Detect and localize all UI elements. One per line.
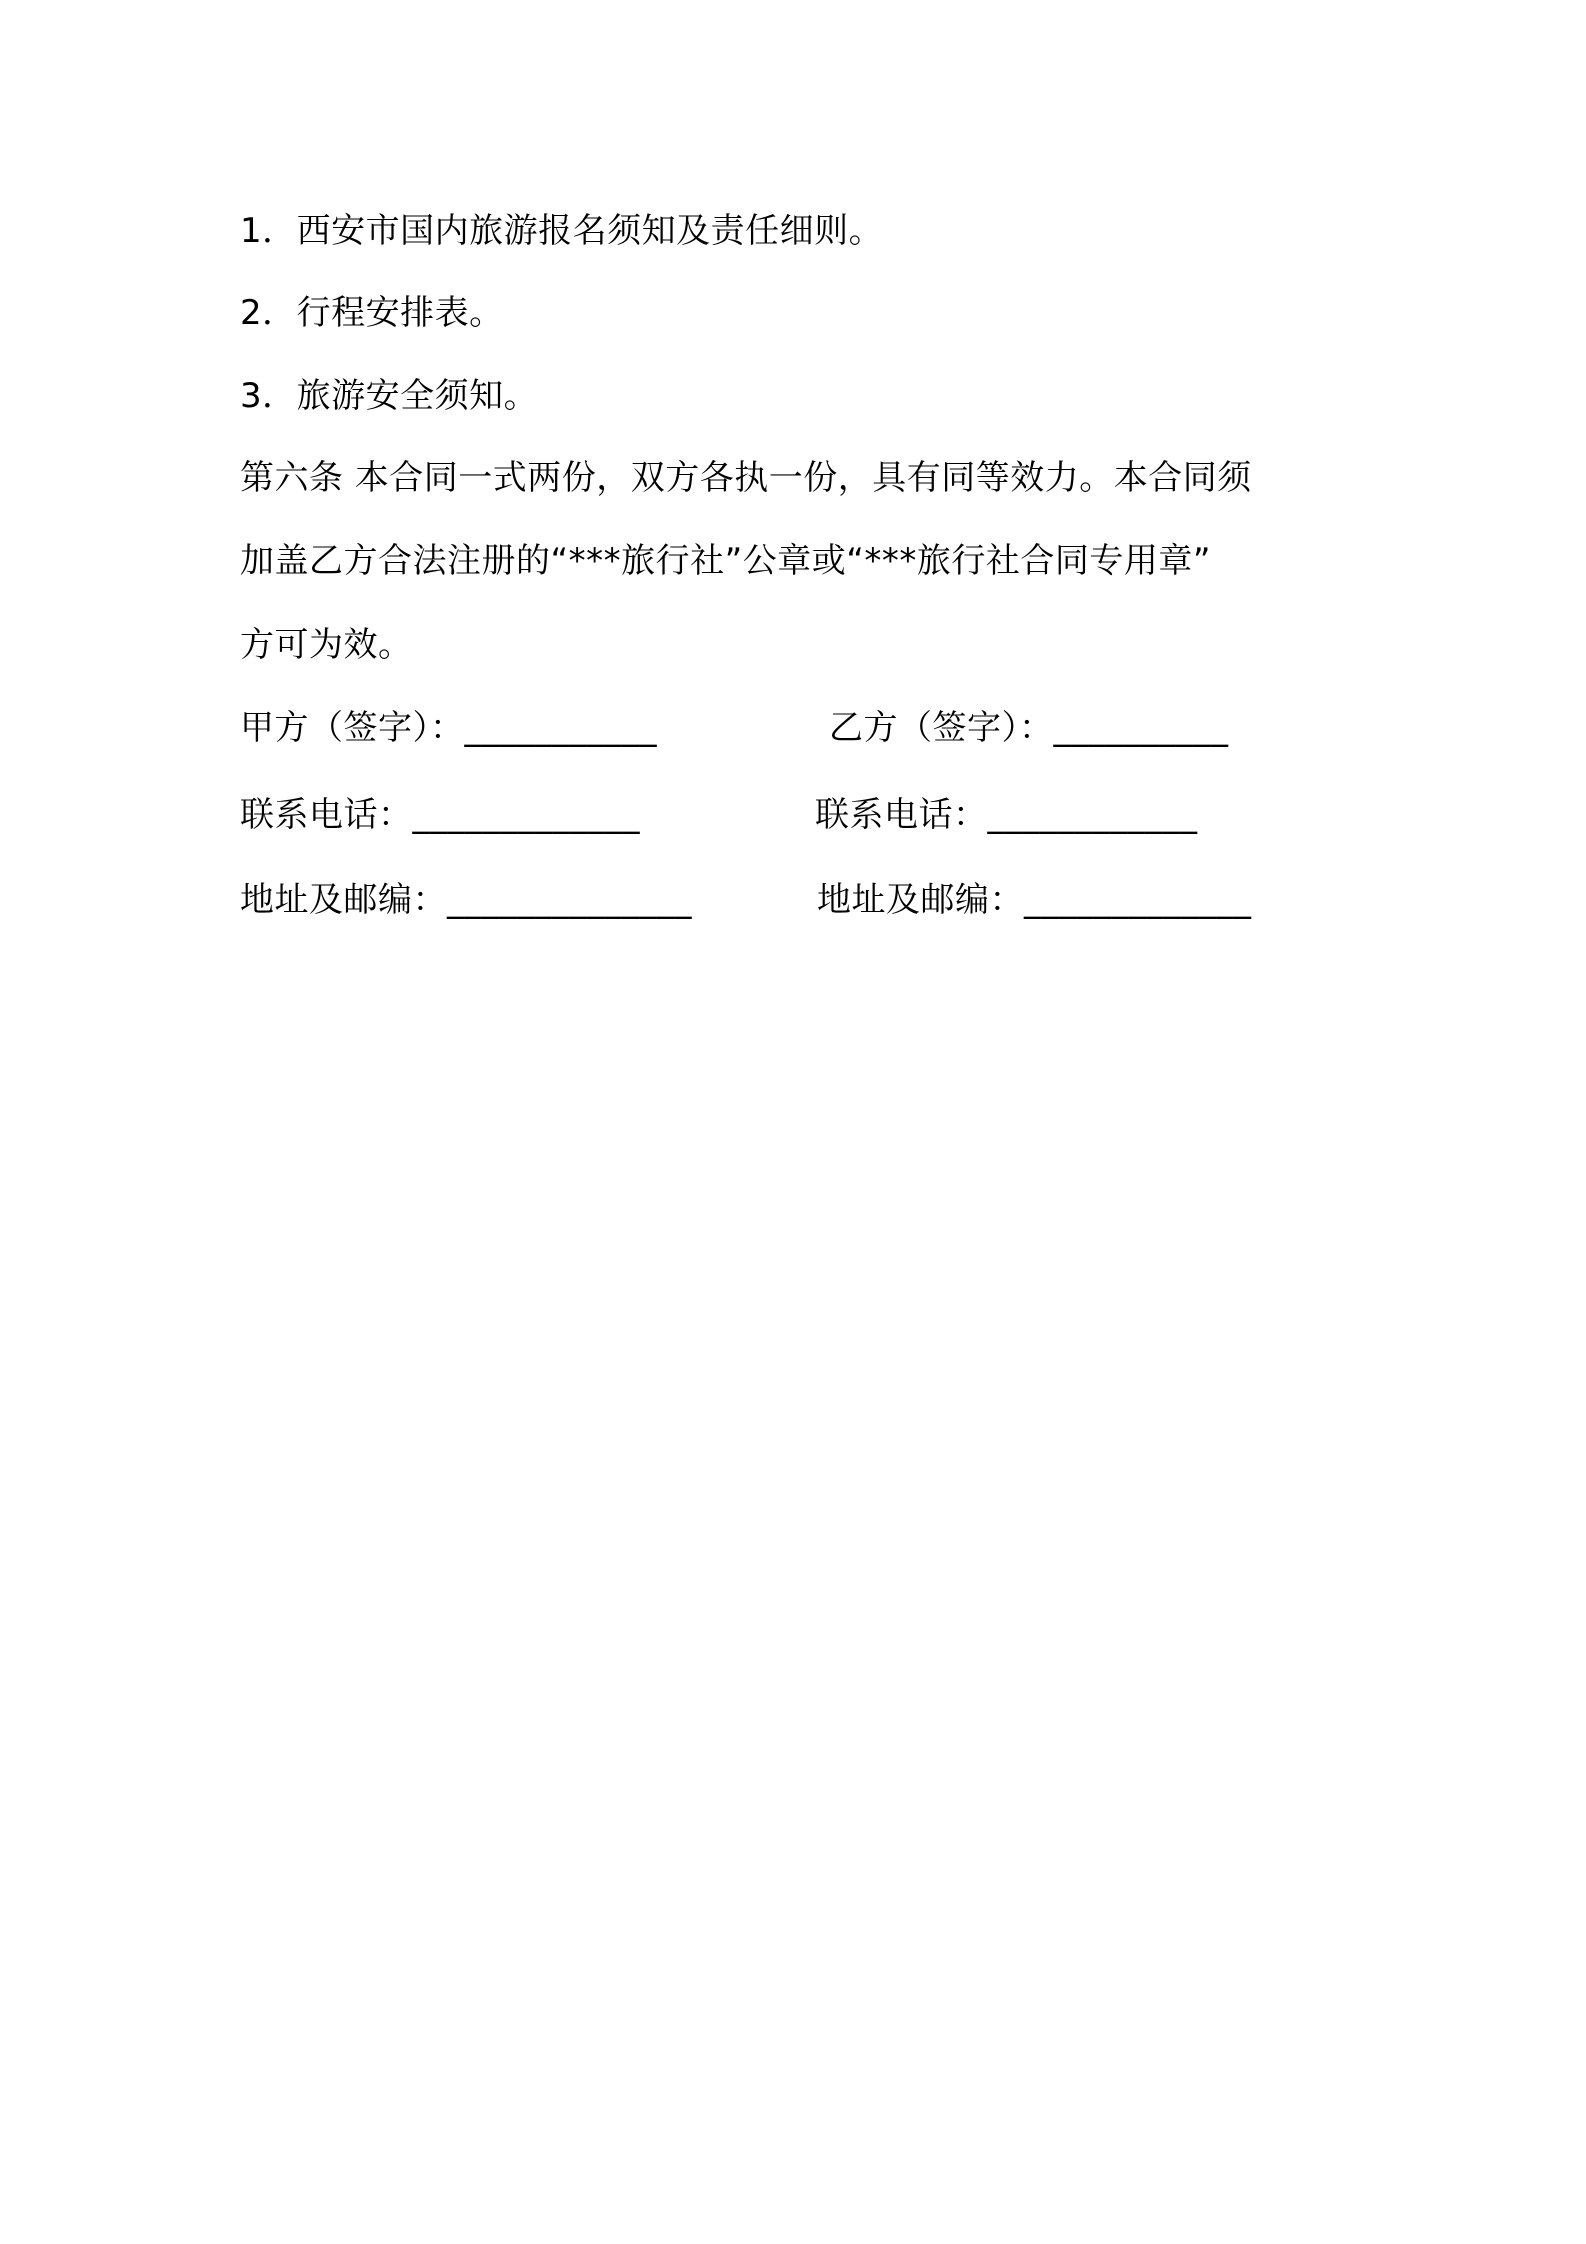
party-a-phone-field: 联系电话：_____________: [240, 795, 640, 835]
attachment-number: 1．: [240, 211, 297, 251]
article-six-line-2: 加盖乙方合法注册的“***旅行社”公章或“***旅行社合同专用章”: [240, 541, 1211, 581]
article-six-line-1: 第六条 本合同一式两份，双方各执一份，具有同等效力。本合同须: [240, 458, 1252, 498]
party-a-address-field: 地址及邮编：______________: [240, 880, 692, 920]
party-b-signature-field: 乙方（签字）：__________: [829, 708, 1229, 748]
attachment-item-1: [240, 209, 883, 253]
party-a-signature-field: 甲方（签字）：___________: [240, 708, 657, 748]
party-b-address-field: 地址及邮编：_____________: [817, 880, 1252, 920]
article-six-line-3: 方可为效。: [240, 625, 413, 665]
attachment-text: 行程安排表。: [296, 293, 504, 333]
attachment-text: 西安市国内旅游报名须知及责任细则。: [296, 211, 884, 251]
attachment-item-2: [240, 291, 504, 335]
attachment-number: 3．: [240, 376, 297, 416]
attachment-item-3: [240, 374, 538, 418]
attachment-text: 旅游安全须知。: [296, 376, 539, 416]
party-b-phone-field: 联系电话：____________: [815, 795, 1198, 835]
attachment-number: 2．: [240, 293, 297, 333]
